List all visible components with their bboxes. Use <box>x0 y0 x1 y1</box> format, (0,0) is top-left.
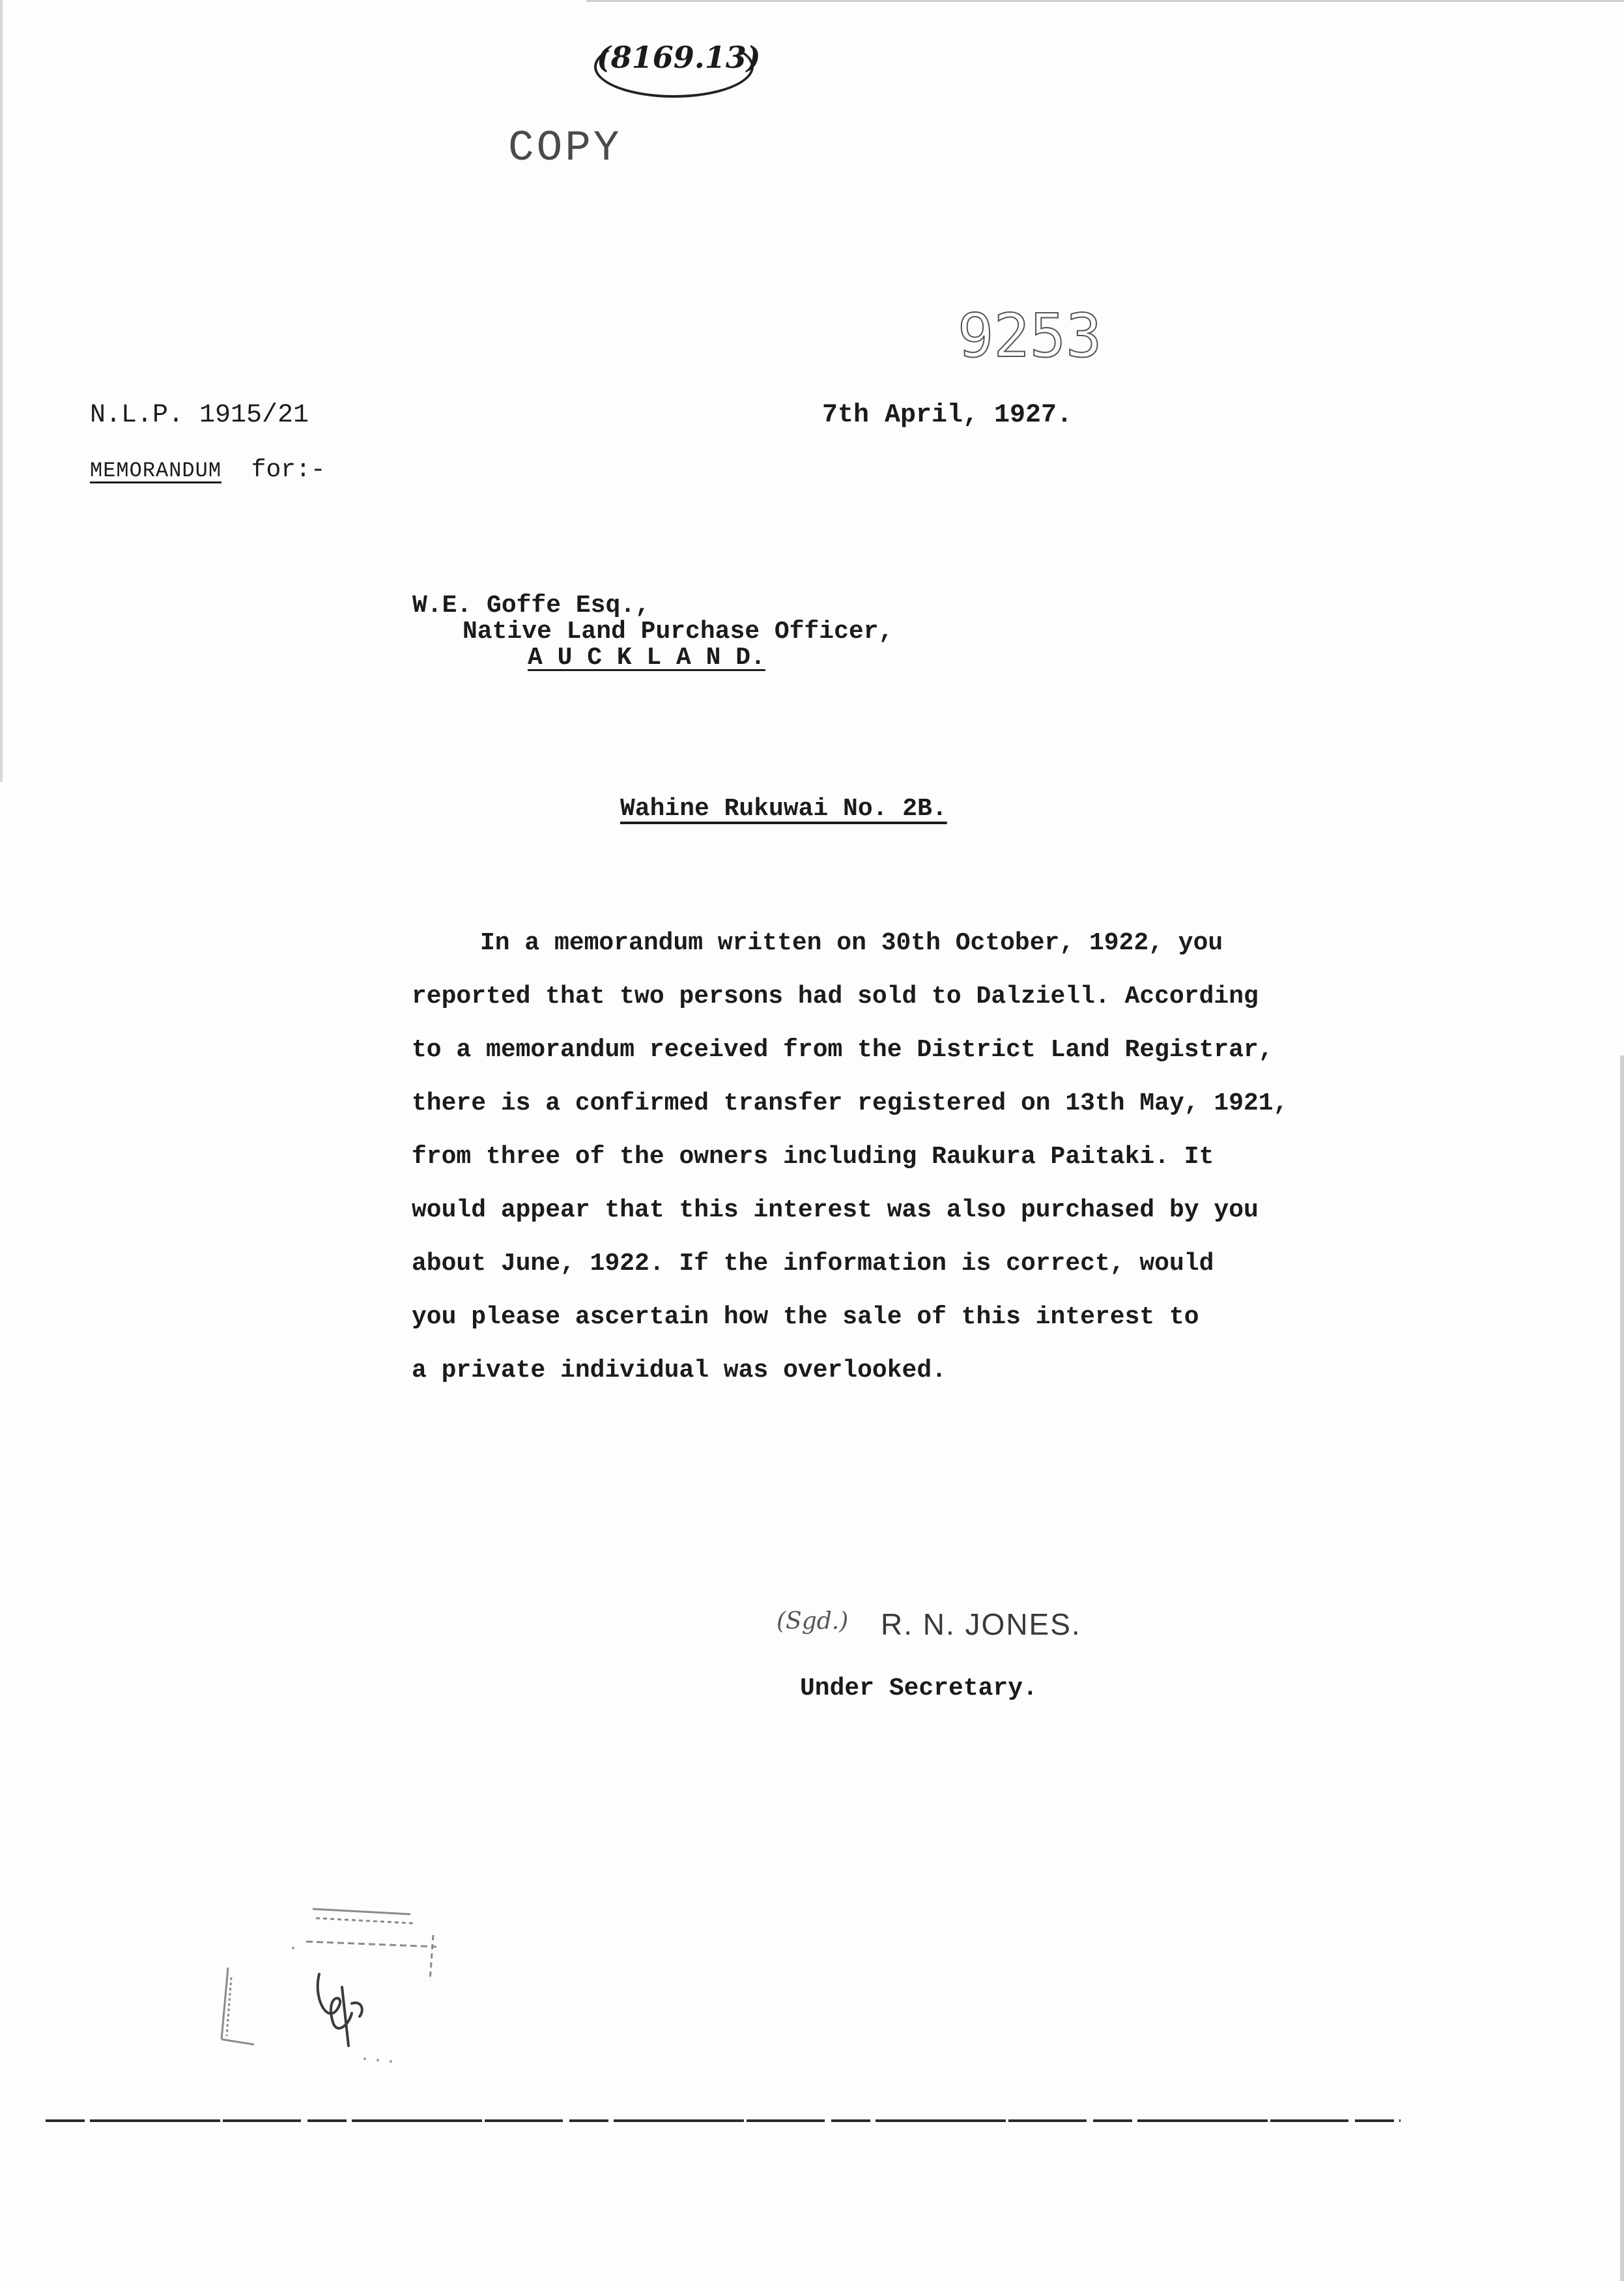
body-line: to a memorandum received from the District Land Registrar, <box>412 1036 1274 1064</box>
recipient-name: W.E. Goffe Esq., <box>412 592 650 620</box>
bottom-rule-line <box>46 2119 1401 2123</box>
memo-date: 7th April, 1927. <box>822 401 1073 430</box>
body-line: In a memorandum written on 30th October, 1922, you <box>480 929 1223 957</box>
body-line: about June, 1922. If the information is correct, would <box>412 1250 1214 1278</box>
page-edge-right <box>1620 1055 1624 2281</box>
reference-number: N.L.P. 1915/21 <box>90 401 309 430</box>
document-number-stamp: 9253 <box>958 301 1102 371</box>
body-line: a private individual was overlooked. <box>412 1356 947 1384</box>
body-line: reported that two persons had sold to Dalziell. According <box>412 983 1259 1011</box>
file-reference-text: (8169.13) <box>597 40 761 75</box>
signatory-name: R. N. JONES. <box>881 1607 1081 1641</box>
copy-stamp: COPY <box>508 124 622 173</box>
memo-body <box>412 925 1376 1406</box>
body-line: from three of the owners including Raukura Paitaki. It <box>412 1143 1214 1171</box>
page-edge-left <box>0 0 3 782</box>
memo-label: MEMORANDUM <box>90 459 222 483</box>
signatory-title: Under Secretary. <box>800 1674 1038 1702</box>
memo-for-label: for:- <box>251 456 326 484</box>
memo-heading <box>90 456 326 484</box>
page-edge-top <box>586 0 1624 2</box>
body-line: you please ascertain how the sale of this interest to <box>412 1303 1199 1331</box>
body-line: there is a confirmed transfer registered on 13th May, 1921, <box>412 1089 1289 1117</box>
memo-subject: Wahine Rukuwai No. 2B. <box>620 795 947 823</box>
recipient-city: A U C K L A N D. <box>528 644 765 672</box>
file-reference-stamp <box>594 36 761 98</box>
signature-prefix: (Sgd.) <box>776 1608 849 1635</box>
body-line: would appear that this interest was also purchased by you <box>412 1196 1259 1224</box>
faded-office-stamp <box>215 1896 449 2072</box>
recipient-position: Native Land Purchase Officer, <box>463 618 894 646</box>
